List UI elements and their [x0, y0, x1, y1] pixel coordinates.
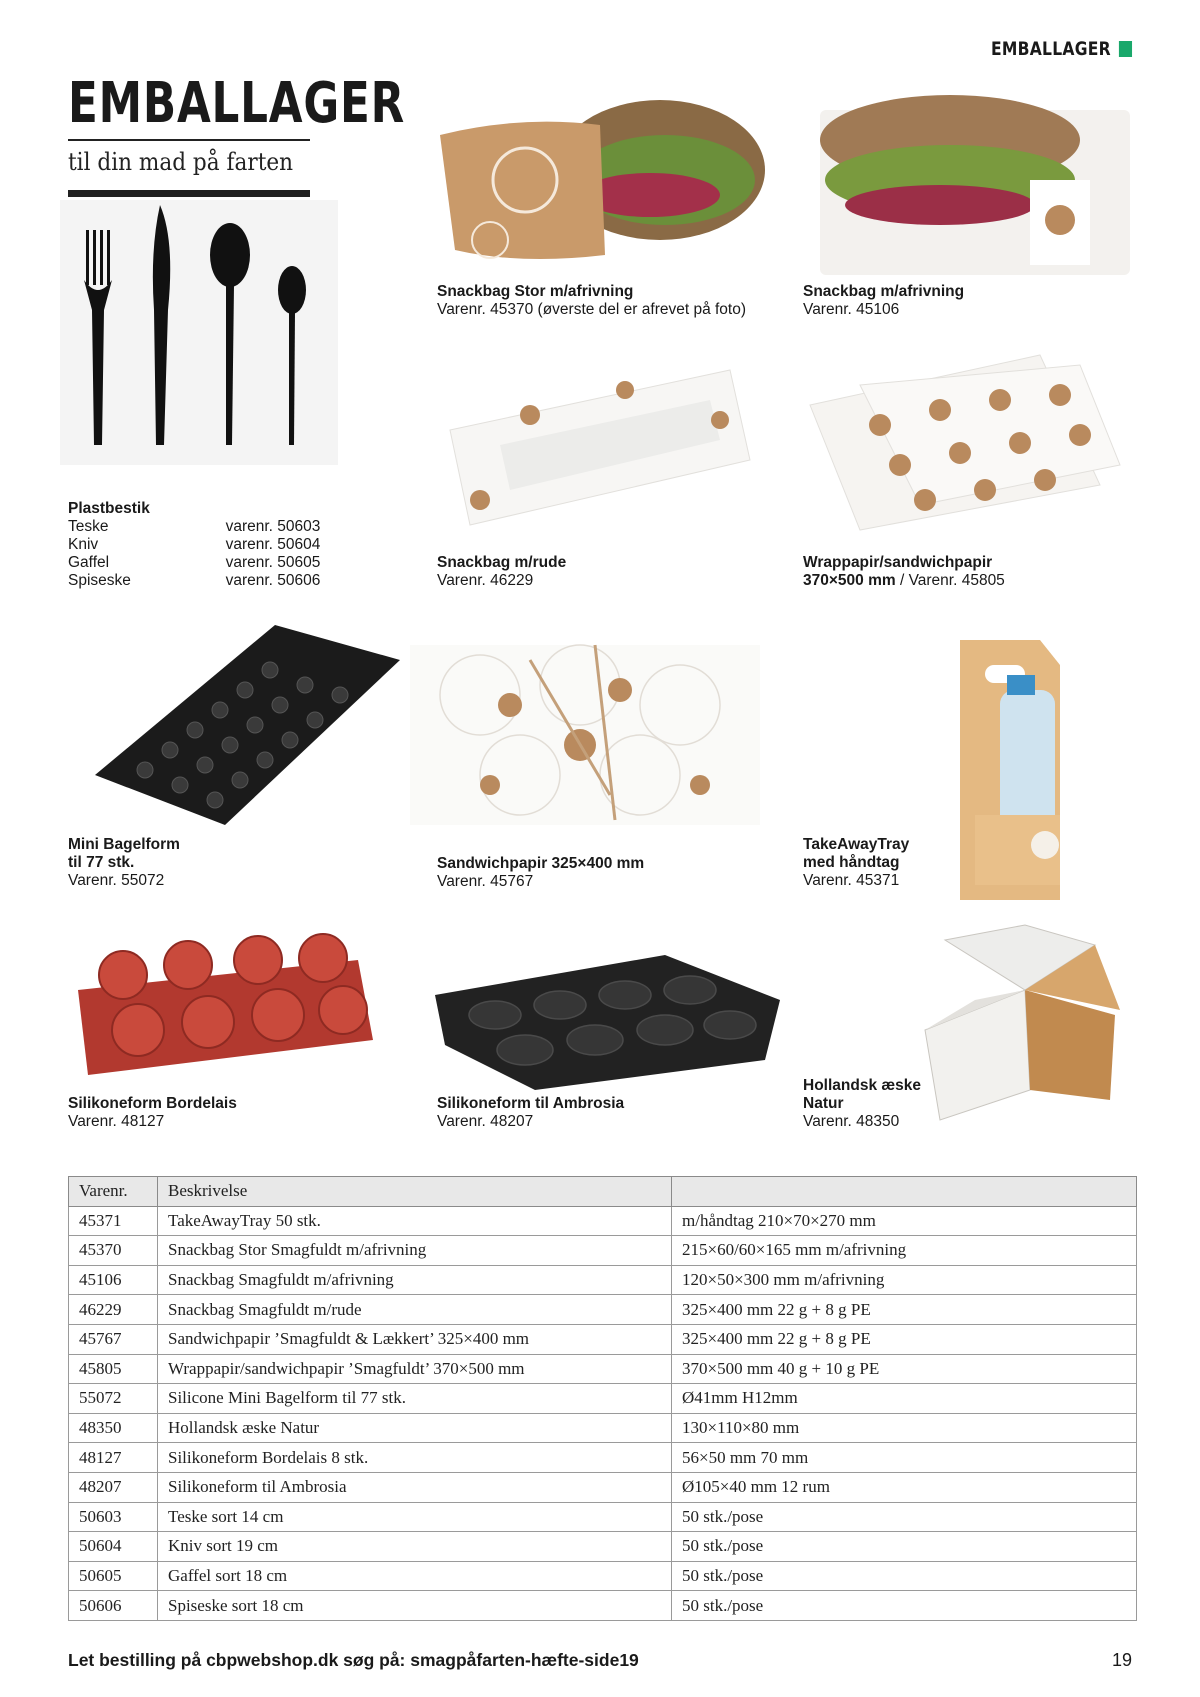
table-header-row: [69, 1177, 1137, 1207]
cell-varenr: 45106: [69, 1265, 158, 1295]
table-row: [69, 1502, 1137, 1532]
table-row: [69, 1413, 1137, 1443]
cutlery-label: Gaffel: [68, 554, 110, 571]
cell-spec: 120×50×300 mm m/afrivning: [672, 1265, 1137, 1295]
table-body: [69, 1206, 1137, 1620]
cell-varenr: 46229: [69, 1295, 158, 1325]
caption-title: Mini Bagelform til 77 stk.: [68, 836, 180, 871]
cell-beskrivelse: Hollandsk æske Natur: [158, 1413, 672, 1443]
table-row: [69, 1324, 1137, 1354]
caption-title: Silikoneform til Ambrosia: [437, 1095, 625, 1112]
cell-beskrivelse: Snackbag Stor Smagfuldt m/afrivning: [158, 1236, 672, 1266]
title-divider: [68, 139, 310, 141]
bagelform-photo: [95, 625, 400, 825]
cell-beskrivelse: Kniv sort 19 cm: [158, 1532, 672, 1562]
cell-spec: 50 stk./pose: [672, 1532, 1137, 1562]
header-varenr: Varenr.: [69, 1177, 158, 1207]
table-row: [69, 1384, 1137, 1414]
caption-cutlery: [68, 500, 408, 590]
cell-spec: 50 stk./pose: [672, 1502, 1137, 1532]
caption-bordelais: [68, 1095, 408, 1131]
cell-beskrivelse: Sandwichpapir ’Smagfuldt & Lækkert’ 325×400 mm: [158, 1324, 672, 1354]
caption-hollandsk: [803, 1077, 1143, 1131]
cell-spec: 370×500 mm 40 g + 10 g PE: [672, 1354, 1137, 1384]
cutlery-varenr: varenr. 50603: [225, 518, 321, 535]
cell-varenr: 45767: [69, 1324, 158, 1354]
caption-title: Wrappapir/sandwichpapir: [803, 554, 993, 571]
caption-varenr-rest: / Varenr. 45805: [895, 572, 1005, 589]
caption-sandwichpapir: [437, 855, 777, 891]
cell-spec: 325×400 mm 22 g + 8 g PE: [672, 1324, 1137, 1354]
caption-title: Plastbestik: [68, 500, 150, 517]
snackbag-stor-photo: [430, 80, 765, 270]
cutlery-label: Teske: [68, 518, 109, 535]
table-row: [69, 1295, 1137, 1325]
table-row: [69, 1443, 1137, 1473]
cell-varenr: 45805: [69, 1354, 158, 1384]
cell-beskrivelse: Wrappapir/sandwichpapir ’Smagfuldt’ 370×500 mm: [158, 1354, 672, 1384]
cell-varenr: 45370: [69, 1236, 158, 1266]
cell-beskrivelse: Spiseske sort 18 cm: [158, 1591, 672, 1621]
cell-spec: 56×50 mm 70 mm: [672, 1443, 1137, 1473]
caption-varenr: Varenr. 45371: [803, 872, 900, 889]
bordelais-photo: [68, 930, 378, 1080]
cutlery-varenr: varenr. 50606: [225, 572, 321, 589]
caption-varenr: Varenr. 46229: [437, 572, 534, 589]
cell-varenr: 48127: [69, 1443, 158, 1473]
table-row: [69, 1354, 1137, 1384]
product-table: [68, 1176, 1137, 1621]
caption-snackbag-stor: [437, 283, 817, 319]
page-subtitle: til din mad på farten: [68, 148, 294, 176]
caption-varenr: Varenr. 45106: [803, 301, 900, 318]
cell-spec: 50 stk./pose: [672, 1591, 1137, 1621]
snackbag-rude-photo: [430, 350, 760, 530]
caption-takeawaytray: [803, 836, 1143, 890]
table-row: [69, 1265, 1137, 1295]
cell-beskrivelse: Silikoneform Bordelais 8 stk.: [158, 1443, 672, 1473]
cutlery-varenr: varenr. 50605: [225, 554, 321, 571]
sandwichpapir-photo: [400, 635, 770, 835]
caption-title: Silikoneform Bordelais: [68, 1095, 237, 1112]
caption-varenr: Varenr. 48350: [803, 1113, 900, 1130]
snackbag-afrivning-photo: [810, 70, 1140, 285]
cell-spec: Ø41mm H12mm: [672, 1384, 1137, 1414]
cell-varenr: 45371: [69, 1206, 158, 1236]
cutlery-photo: [60, 200, 338, 465]
table-row: [69, 1591, 1137, 1621]
cell-spec: 50 stk./pose: [672, 1561, 1137, 1591]
cell-beskrivelse: Teske sort 14 cm: [158, 1502, 672, 1532]
table-row: [69, 1532, 1137, 1562]
caption-wrappapir: [803, 554, 1143, 590]
cutlery-list: [68, 518, 408, 590]
caption-title: Snackbag m/rude: [437, 554, 567, 571]
page-number: 19: [1111, 1650, 1132, 1670]
cell-varenr: 48350: [69, 1413, 158, 1443]
cell-spec: m/håndtag 210×70×270 mm: [672, 1206, 1137, 1236]
cell-varenr: 50605: [69, 1561, 158, 1591]
cell-spec: 215×60/60×165 mm m/afrivning: [672, 1236, 1137, 1266]
caption-varenr: Varenr. 55072: [68, 872, 165, 889]
table-row: [69, 1236, 1137, 1266]
cell-spec: 325×400 mm 22 g + 8 g PE: [672, 1295, 1137, 1325]
product-table-wrap: [68, 1176, 1137, 1621]
cell-varenr: 50603: [69, 1502, 158, 1532]
cutlery-varenr: varenr. 50604: [225, 536, 321, 553]
caption-title: Sandwichpapir 325×400 mm: [437, 855, 645, 872]
caption-bagelform: [68, 836, 408, 890]
subtitle-divider: [68, 190, 310, 197]
table-row: [69, 1472, 1137, 1502]
table-row: [69, 1206, 1137, 1236]
cell-beskrivelse: Silicone Mini Bagelform til 77 stk.: [158, 1384, 672, 1414]
section-label: EMBALLAGER: [990, 38, 1111, 60]
ambrosia-photo: [435, 955, 780, 1090]
page-title: EMBALLAGER: [68, 71, 406, 136]
header-spec: [672, 1177, 1137, 1207]
cutlery-label: Kniv: [68, 536, 99, 553]
table-row: [69, 1561, 1137, 1591]
wrappapir-photo: [800, 345, 1130, 535]
caption-varenr: Varenr. 48207: [437, 1113, 534, 1130]
cell-beskrivelse: Snackbag Smagfuldt m/afrivning: [158, 1265, 672, 1295]
cell-beskrivelse: Gaffel sort 18 cm: [158, 1561, 672, 1591]
caption-size: 370×500 mm: [803, 572, 896, 589]
caption-varenr: Varenr. 45767: [437, 873, 534, 890]
footer-order-text: Let bestilling på cbpwebshop.dk søg på: smagpåfarten-hæfte-side19: [68, 1650, 639, 1670]
caption-varenr: [803, 572, 1143, 590]
cell-varenr: 55072: [69, 1384, 158, 1414]
cell-beskrivelse: Silikoneform til Ambrosia: [158, 1472, 672, 1502]
cell-beskrivelse: Snackbag Smagfuldt m/rude: [158, 1295, 672, 1325]
header-beskrivelse: Beskrivelse: [158, 1177, 672, 1207]
section-marker-icon: [1119, 41, 1132, 57]
caption-snackbag-afrivning: [803, 283, 1143, 319]
cell-varenr: 48207: [69, 1472, 158, 1502]
cell-spec: 130×110×80 mm: [672, 1413, 1137, 1443]
caption-title: Snackbag m/afrivning: [803, 283, 965, 300]
caption-title: Hollandsk æske Natur: [803, 1077, 922, 1112]
caption-varenr: Varenr. 48127: [68, 1113, 165, 1130]
cell-spec: Ø105×40 mm 12 rum: [672, 1472, 1137, 1502]
cutlery-label: Spiseske: [68, 572, 131, 589]
cell-varenr: 50606: [69, 1591, 158, 1621]
caption-varenr: Varenr. 45370 (øverste del er afrevet på foto): [437, 301, 747, 318]
section-header: [991, 38, 1132, 60]
caption-title: Snackbag Stor m/afrivning: [437, 283, 634, 300]
caption-title: TakeAwayTray med håndtag: [803, 836, 910, 871]
cell-varenr: 50604: [69, 1532, 158, 1562]
cell-beskrivelse: TakeAwayTray 50 stk.: [158, 1206, 672, 1236]
caption-ambrosia: [437, 1095, 777, 1131]
caption-snackbag-rude: [437, 554, 777, 590]
